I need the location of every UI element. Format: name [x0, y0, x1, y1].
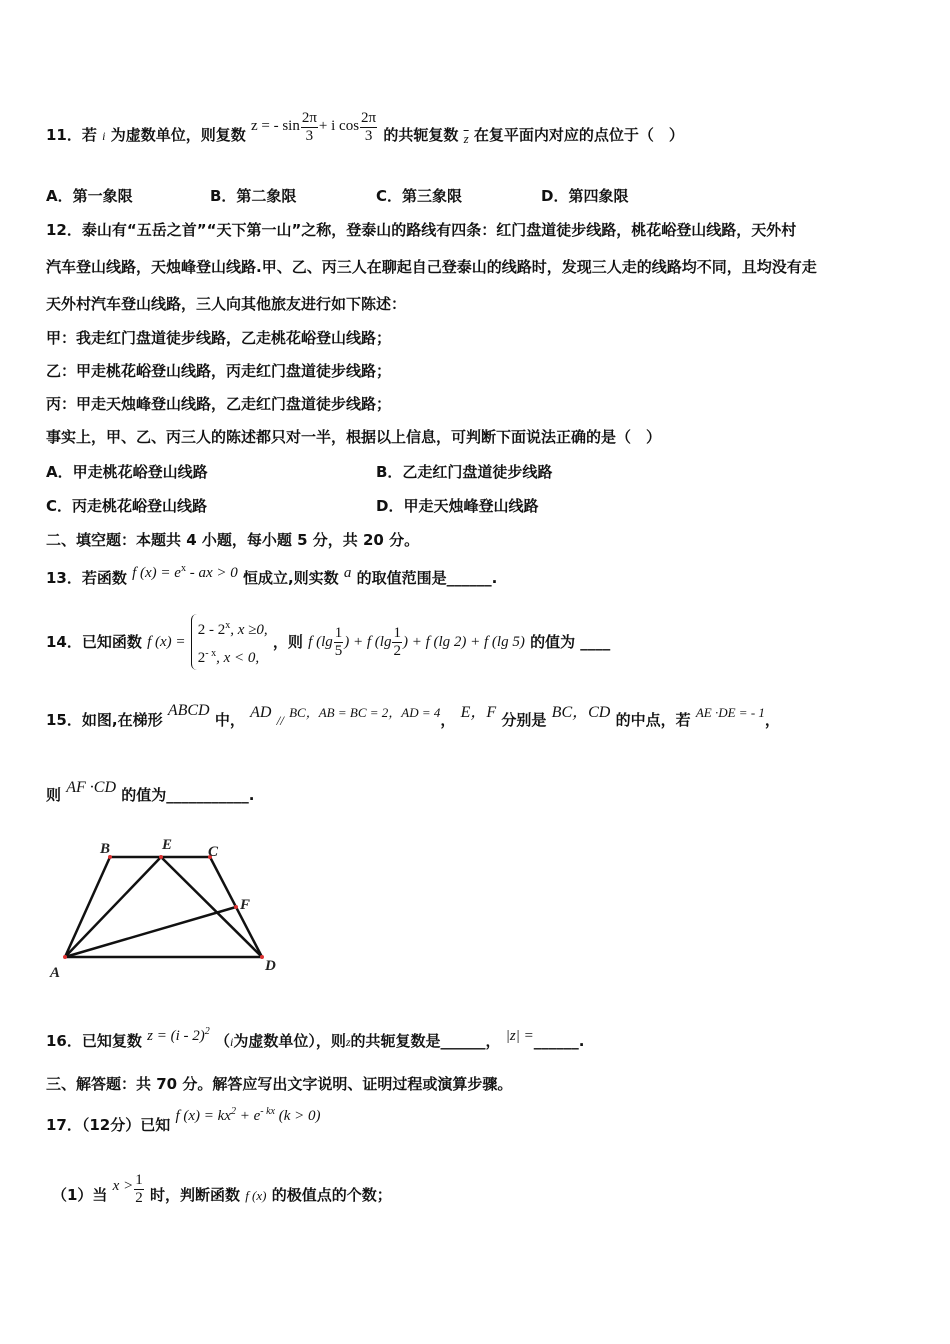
- q17-frac-num: 1: [135, 1172, 143, 1188]
- q14-case-2-base: 2: [197, 650, 206, 666]
- q14-frac-1-num: 1: [334, 624, 343, 641]
- q14-text-3: 的值为 ____: [530, 633, 611, 651]
- q11-option-d: D．第四象限: [541, 187, 629, 205]
- q14-case-1-base: 2 - 2: [197, 622, 226, 638]
- q15-ef: E，F: [460, 704, 497, 721]
- q11-frac-2-den: 3: [364, 128, 373, 144]
- q12-statement-jia: 甲：我走红门盘道徒步线路，乙走桃花峪登山线路；: [46, 329, 392, 347]
- q17-part-1-text-2: 时，判断函数: [149, 1186, 240, 1204]
- trapezoid-figure: [40, 832, 300, 982]
- q13-text-1: 13．若函数: [46, 569, 127, 587]
- q14-frac-1: [334, 625, 344, 660]
- q16-text-5: ______.: [533, 1032, 585, 1050]
- q15-parallel: //: [276, 713, 284, 728]
- q12-option-d: D．甲走天烛峰登山线路: [376, 497, 539, 515]
- point-f: [234, 905, 238, 909]
- q11-frac-1-den: 3: [305, 128, 314, 144]
- point-e: [159, 855, 163, 859]
- q15-comma: ，: [440, 711, 456, 729]
- q15-afcd: AF ·CD: [66, 779, 117, 796]
- q12-option-c: C．丙走桃花峪登山线路: [46, 497, 208, 515]
- label-d: D: [265, 958, 276, 974]
- segment-ab: [65, 857, 110, 957]
- section-3-heading: 三、解答题：共 70 分。解答应写出文字说明、证明过程或演算步骤。: [46, 1075, 513, 1093]
- q16-line: [46, 1028, 584, 1052]
- q17-formula-cond: (k > 0): [275, 1108, 321, 1124]
- q17-formula-sup-2: - kx: [260, 1106, 275, 1117]
- q17-line: [46, 1106, 321, 1136]
- q14-line: [46, 614, 610, 670]
- trapezoid-lines: [65, 857, 262, 957]
- q11-frac-2-num: 2π: [361, 110, 377, 126]
- q12-statement-yi: 乙：甲走桃花峪登山线路，丙走红门盘道徒步线路；: [46, 362, 392, 380]
- q14-case-1: [198, 614, 268, 642]
- q11-i: i: [102, 129, 106, 143]
- q17-formula-base: f (x) = kx: [175, 1108, 231, 1124]
- q13-a: a: [343, 565, 352, 581]
- q15-text-2: 中，: [214, 711, 245, 729]
- q13-formula-f: f (x) = e: [132, 565, 181, 581]
- q13-text-2: 恒成立,则实数: [242, 569, 339, 587]
- q14-tail: ) + f (lg 2) + f (lg 5): [402, 634, 525, 650]
- point-a: [63, 955, 67, 959]
- q16-z: z: [345, 1035, 351, 1049]
- q17-formula: [175, 1108, 320, 1124]
- label-f: F: [240, 897, 251, 913]
- q14-case-2: [198, 642, 268, 670]
- label-e: E: [162, 837, 173, 853]
- q11-option-c: C．第三象限: [376, 187, 463, 205]
- q17-formula-sup-1: 2: [231, 1106, 236, 1117]
- q16-formula-base: z = (i - 2): [147, 1028, 205, 1044]
- q15-text-1: 15．如图,在梯形: [46, 711, 163, 729]
- q11-option-b: B．第二象限: [210, 187, 297, 205]
- q11-text-4: 在复平面内对应的点位于（ ）: [473, 126, 684, 144]
- q11-frac-1-num: 2π: [301, 110, 317, 126]
- q17-part-1-text-1: （1）当: [52, 1186, 108, 1204]
- q17-part-1-text-3: 的极值点的个数；: [271, 1186, 392, 1204]
- point-d: [260, 955, 264, 959]
- q14-case-1-cond: , x ≥0,: [230, 622, 268, 638]
- label-c: C: [208, 844, 219, 860]
- q15-line-1: [46, 702, 780, 731]
- q16-text-4: 的共轭复数是______，: [350, 1032, 501, 1050]
- q16-formula-sup: 2: [204, 1026, 210, 1037]
- q14-f1: f (lg: [308, 634, 333, 650]
- q15-text-6: 的值为___________.: [121, 786, 255, 804]
- q16-absz: |z| =: [505, 1028, 534, 1044]
- q14-piecewise: [191, 614, 268, 670]
- q14-text-1: 14．已知函数: [46, 632, 142, 651]
- q16-text-2: （: [214, 1032, 230, 1050]
- q17-text-1: 17．（12分）已知: [46, 1116, 171, 1134]
- q15-dot-condition: AE ·DE = - 1: [695, 705, 765, 720]
- section-2-heading: 二、填空题：本题共 4 小题，每小题 5 分，共 20 分。: [46, 531, 420, 549]
- q16-text-1: 16．已知复数: [46, 1032, 142, 1050]
- q12-option-b: B．乙走红门盘道徒步线路: [376, 463, 553, 481]
- q14-fx: f (x) =: [147, 634, 186, 650]
- q17-part-1: [52, 1172, 392, 1213]
- q14-frac-1-den: 5: [334, 642, 343, 659]
- q14-case-2-cond: , x < 0,: [216, 650, 260, 666]
- q15-comma-2: ，: [764, 711, 780, 729]
- q11-text-2: 为虚数单位，则复数: [110, 126, 246, 144]
- q11-text-3: 的共轭复数: [383, 126, 459, 144]
- q16-text-3: 为虚数单位），则: [233, 1032, 346, 1050]
- q12-fact: 事实上，甲、乙、丙三人的陈述都只对一半，根据以上信息，可判断下面说法正确的是（ ）: [46, 428, 662, 446]
- q16-formula: [147, 1028, 210, 1044]
- q13-formula-sup: x: [180, 563, 186, 574]
- q12-statement-bing: 丙：甲走天烛峰登山线路，乙走红门盘道徒步线路；: [46, 395, 392, 413]
- q13-formula-2: - ax > 0: [185, 565, 238, 581]
- q12-line-2: 汽车登山线路，天烛峰登山线路.甲、乙、丙三人在聊起自己登泰山的线路时，发现三人走的线路均不同，且均没有走: [46, 258, 817, 276]
- q12-line-3: 天外村汽车登山线路，三人向其他旅友进行如下陈述：: [46, 295, 407, 313]
- q15-text-5: 则: [46, 786, 62, 804]
- q17-frac-den: 2: [135, 1190, 143, 1206]
- q15-abcd: ABCD: [167, 702, 210, 719]
- q15-line-2: [46, 779, 255, 806]
- q14-plus: ) + f (lg: [344, 634, 392, 650]
- q15-text-3: 分别是: [501, 711, 547, 729]
- q11-zbar: $\overline{z}$: [463, 131, 469, 146]
- q14-text-2: ，则: [272, 633, 303, 651]
- q14-case-2-sup: - x: [205, 648, 217, 659]
- q17-frac: [134, 1172, 144, 1207]
- q11-option-a: A．第一象限: [46, 187, 133, 205]
- q15-condition: BC，AB = BC = 2，AD = 4: [289, 705, 441, 720]
- q12-option-a: A．甲走桃花峪登山线路: [46, 463, 208, 481]
- q12-line-1: 12．泰山有“五岳之首”“天下第一山”之称，登泰山的路线有四条：红门盘道徒步线路，桃花峪登山线路，天外村: [46, 221, 797, 239]
- q17-x: x >: [112, 1178, 134, 1194]
- q11-number: 11．: [46, 126, 82, 144]
- q14-case-1-sup: x: [225, 620, 231, 631]
- q16-i: i: [229, 1035, 234, 1049]
- q15-bccd: BC，CD: [551, 704, 611, 721]
- q13-line: [46, 565, 497, 589]
- q17-formula-plus: + e: [236, 1108, 261, 1124]
- q13-formula: [132, 565, 238, 581]
- q13-text-3: 的取值范围是______.: [356, 569, 498, 587]
- q11-line: [46, 110, 684, 153]
- label-a: A: [50, 965, 61, 981]
- q11-text-1: 若: [81, 126, 97, 144]
- q11-plus-icos: + i cos: [318, 118, 360, 134]
- q11-frac-2: [360, 110, 377, 145]
- q11-frac-1: [301, 110, 318, 145]
- q14-frac-2: [392, 625, 402, 660]
- q17-fx: f (x): [245, 1188, 267, 1203]
- q15-text-4: 的中点，若: [615, 711, 691, 729]
- label-b: B: [100, 841, 111, 857]
- q14-frac-2-den: 2: [393, 642, 401, 659]
- q15-ad: AD: [250, 704, 272, 721]
- q14-frac-2-num: 1: [393, 624, 401, 641]
- q11-formula-lhs: z = - sin: [250, 118, 300, 134]
